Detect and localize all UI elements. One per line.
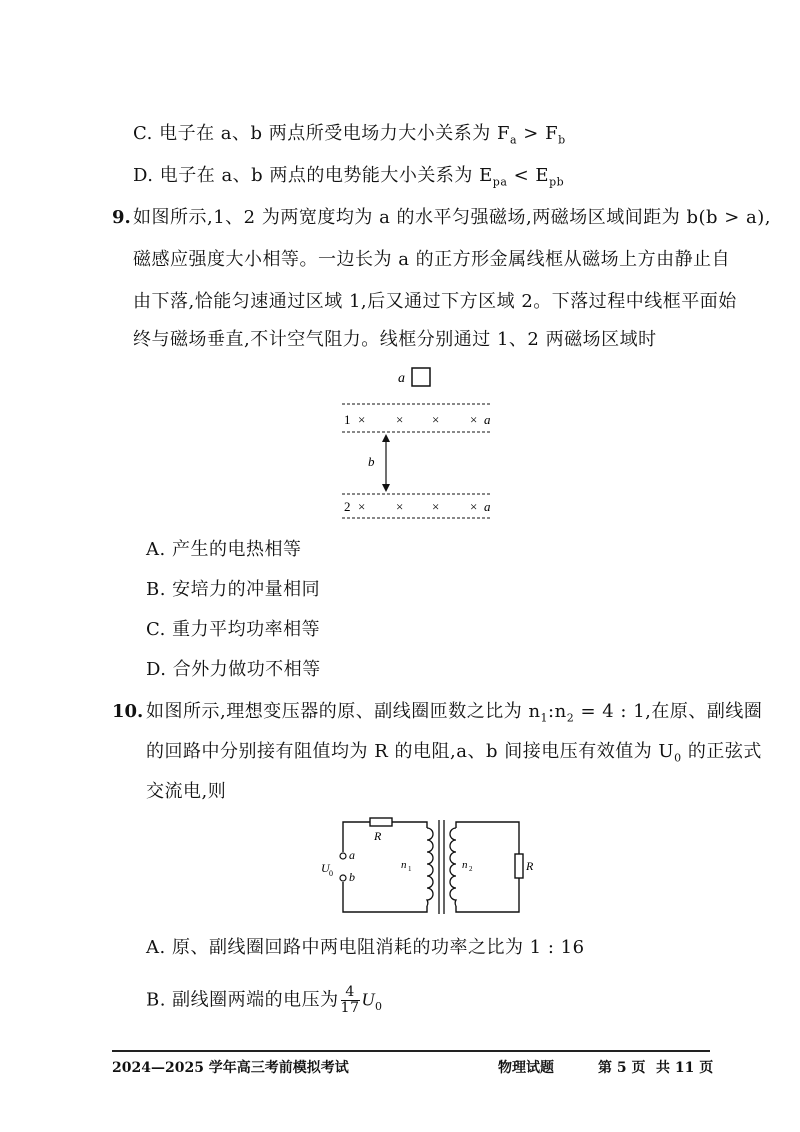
field-cross: × (470, 499, 478, 514)
field-cross: × (396, 499, 404, 514)
q9-option-d: D. 合外力做功不相等 (146, 659, 321, 680)
square-frame (412, 368, 430, 386)
n2-label: n (462, 859, 468, 871)
region2-width-label: a (484, 499, 491, 514)
q8-option-d: D. 电子在 a、b 两点的电势能大小关系为 $E_{pa} < E_{pb}$ (133, 165, 565, 189)
resistor-primary-label: R (374, 829, 382, 843)
q9-stem-line3: 由下落,恰能匀速通过区域 1,后又通过下方区域 2。下落过程中线框平面始 (133, 291, 737, 312)
q9-option-b: B. 安培力的冲量相同 (146, 579, 321, 600)
resistor-secondary-label: R (526, 859, 534, 873)
resistor-primary (370, 818, 392, 826)
q9-option-a: A. 产生的电热相等 (146, 539, 302, 560)
footer-exam-title: 2024—2025 学年高三考前模拟考试 (112, 1060, 349, 1076)
secondary-wire-bottom (456, 878, 519, 912)
q9-stem-line4: 终与磁场垂直,不计空气阻力。线框分别通过 1、2 两磁场区域时 (133, 329, 657, 350)
voltage-label-sub: 0 (329, 869, 333, 878)
n1-label-sub: 1 (408, 865, 412, 873)
secondary-wire-top (456, 822, 519, 854)
region1-width-label: a (484, 412, 491, 427)
q10-stem-line3: 交流电,则 (146, 781, 227, 802)
voltage-label: U (321, 861, 330, 875)
field-cross: × (432, 412, 440, 427)
footer-page-number: 第 5 页 (598, 1060, 646, 1076)
magnetic-field-diagram (330, 360, 510, 520)
footer-total-pages: 共 11 页 (656, 1060, 714, 1076)
q10-stem-line1: 如图所示,理想变压器的原、副线圈匝数之比为 $n_1:n_2 = 4$ : 1,在原、副线圈 (146, 701, 763, 725)
field-cross: × (432, 499, 440, 514)
terminal-b (340, 875, 346, 881)
square-side-label: a (398, 371, 405, 386)
primary-coil (427, 828, 433, 906)
q10-option-b: B. 副线圈两端的电压为 $\frac{4}{17}$ $U_0$ (146, 984, 383, 1016)
transformer-circuit-diagram (315, 812, 535, 922)
footer-subject: 物理试题 (498, 1060, 554, 1076)
gap-label: b (368, 454, 375, 469)
q10-number: 10. (112, 701, 144, 722)
terminal-a-label: a (349, 848, 355, 862)
footer-rule (112, 1050, 710, 1052)
terminal-a (340, 853, 346, 859)
q9-option-c: C. 重力平均功率相等 (146, 619, 321, 640)
region1-label: 1 (344, 412, 351, 427)
terminal-b-label: b (349, 870, 355, 884)
q9-stem-line1: 如图所示,1、2 为两宽度均为 a 的水平匀强磁场,两磁场区域间距为 b(b > a), (133, 207, 772, 228)
primary-wire-top-left (343, 822, 370, 852)
field-cross: × (358, 499, 366, 514)
gap-arrowhead-down (382, 484, 390, 492)
gap-arrowhead-up (382, 434, 390, 442)
q9-stem-line2: 磁感应强度大小相等。一边长为 a 的正方形金属线框从磁场上方由静止自 (133, 249, 731, 270)
primary-wire-bottom (343, 882, 427, 912)
field-cross: × (470, 412, 478, 427)
resistor-secondary (515, 854, 523, 878)
q10-option-a: A. 原、副线圈回路中两电阻消耗的功率之比为 1 : 16 (146, 937, 585, 958)
n1-label: n (401, 859, 407, 871)
q9-number: 9. (112, 207, 131, 228)
q8-option-c: C. 电子在 a、b 两点所受电场力大小关系为 $F_a > F_b$ (133, 123, 566, 147)
primary-wire-top-right (392, 822, 427, 828)
field-cross: × (396, 412, 404, 427)
region2-label: 2 (344, 499, 351, 514)
n2-label-sub: 2 (469, 865, 473, 873)
secondary-coil (450, 828, 456, 906)
field-cross: × (358, 412, 366, 427)
q10-stem-line2: 的回路中分别接有阻值均为 R 的电阻,a、b 间接电压有效值为 $U_0$ 的正弦式 (146, 741, 762, 765)
fraction: $\frac{4}{17}$ (340, 984, 360, 1016)
